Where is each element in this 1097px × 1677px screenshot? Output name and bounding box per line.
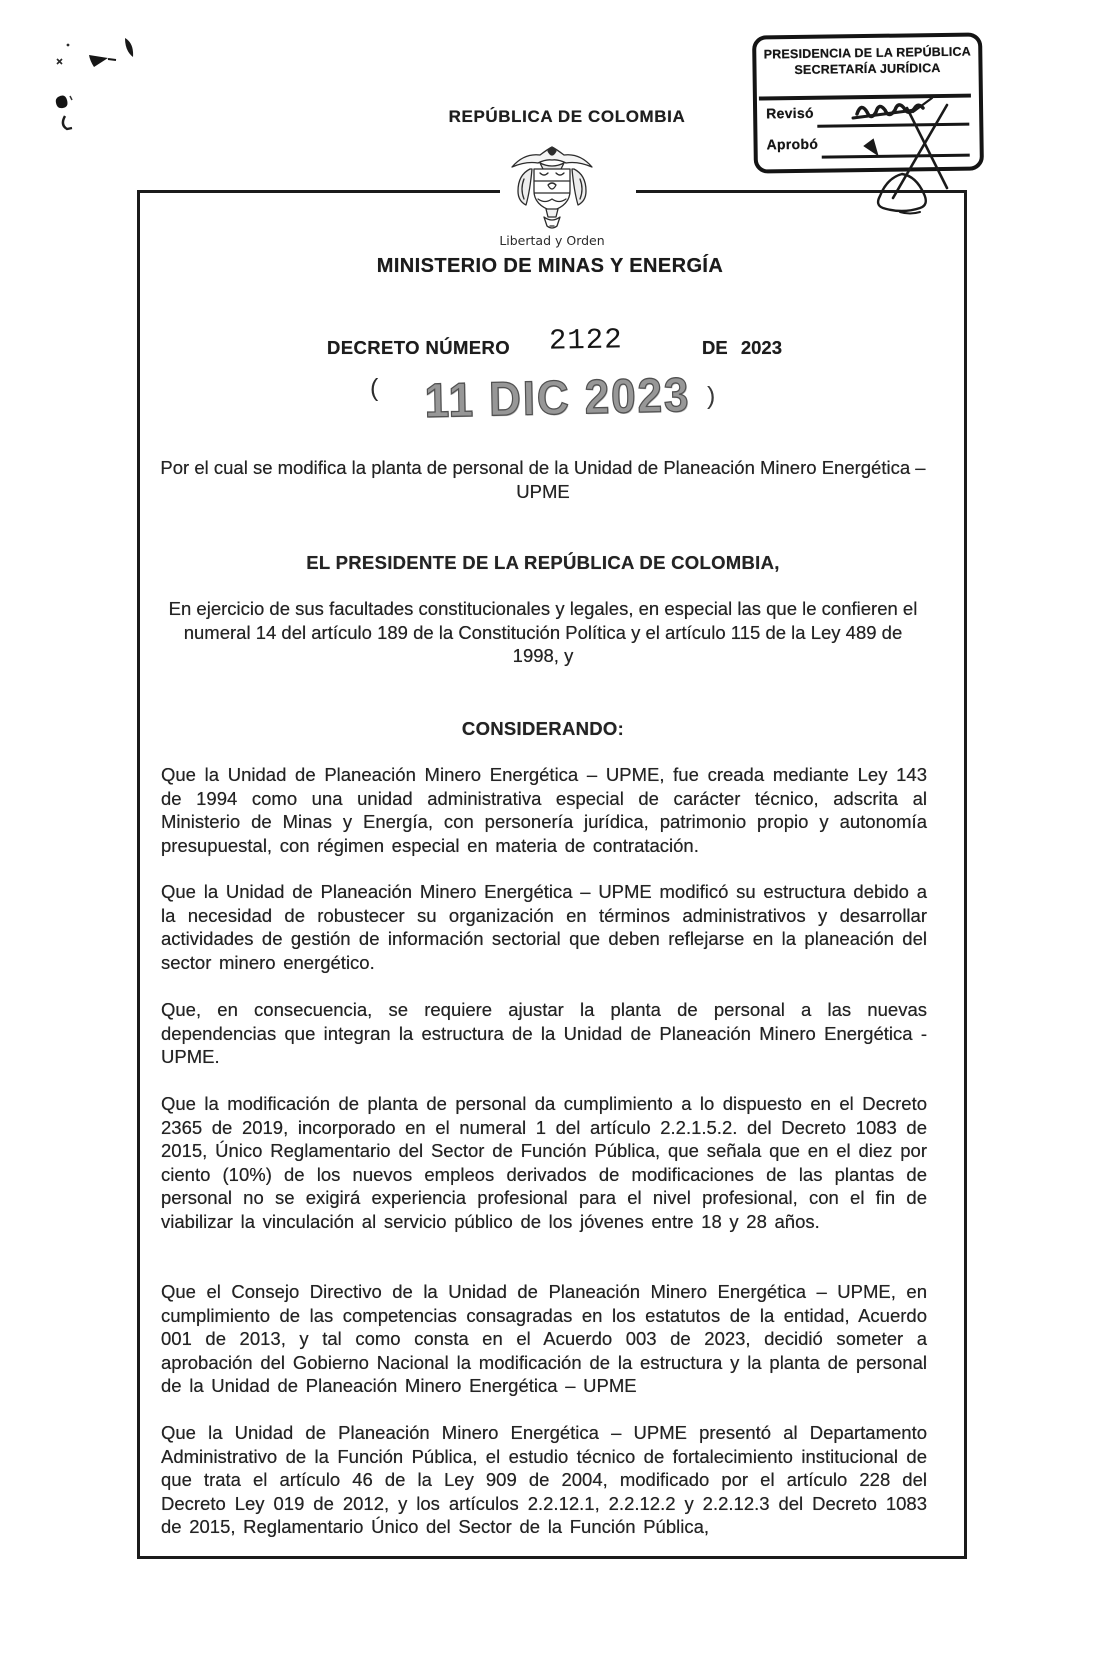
stamp-approved-label: Aprobó [766,135,819,153]
date-open-paren: ( [370,374,379,402]
recital-paragraph: Que la Unidad de Planeación Minero Energética – UPME, fue creada mediante Ley 143 de 1994 como una unidad administrativa especial de carácter técnico, adscrita al Ministerio de Minas y Energía, con personería jurídica, patrimonio propio y autonomía presupuestal, con régimen especial en materia de contratación. [161,764,927,856]
recital-paragraph: Que la Unidad de Planeación Minero Energética – UPME presentó al Departamento Administrativo de la Función Pública, el estudio técnico de fortalecimiento institucional de que trata el artículo 46 de la Ley 909 de 2004, modificado por el artículo 228 del Decreto Ley 019 de 2012, y los artículos 2.2.12.1, 2.2.12.2 y 2.2.12.3 del Decreto 1083 de 2015, Reglamentario Único del Sector de la Función Pública, [161,1422,927,1537]
recital-paragraph: Que la modificación de planta de personal da cumplimiento a lo dispuesto en el Decreto 2365 de 2019, incorporado en el numeral 1 del artículo 2.2.1.5.2. del Decreto 1083 de 2015, Único Reglamentario del Sector de Función Pública, que señala que en el diez por ciento (10%) de los nuevos empleos derivados de modificaciones de las plantas de personal no se exigirá experiencia profesional para el nivel profesional, con el fin de viabilizar la vinculación al servicio público de los jóvenes entre 18 y 28 años. [161,1093,927,1232]
stamp-entity-line1: PRESIDENCIA DE LA REPÚBLICA [763,44,972,62]
authority-paragraph: En ejercicio de sus facultades constitucionales y legales, en especial las que le confieren el numeral 14 del artículo 189 de la Constitución Política y el artículo 115 de la Ley 489 de 1998, y [168,598,918,666]
issuer-heading: EL PRESIDENTE DE LA REPÚBLICA DE COLOMBIA, [306,552,780,573]
stamp-reviewed-label: Revisó [766,104,814,122]
decree-number-label: DECRETO NÚMERO [327,337,511,358]
decree-year: DE 2023 [702,337,782,358]
stamp-entity-line2: SECRETARÍA JURÍDICA [794,60,941,78]
date-close-paren: ) [707,382,716,410]
ministry-title: MINISTERIO DE MINAS Y ENERGÍA [376,255,724,277]
decree-subject: Por el cual se modifica la planta de personal de la Unidad de Planeación Minero Energética – UPME [160,457,926,502]
recital-paragraph: Que la Unidad de Planeación Minero Energética – UPME modificó su estructura debido a la necesidad de robustecer su organización en términos administrativos y desarrollar actividades de gestión de información sectorial que deben reflejarse en la planeación del sector minero energético. [161,881,927,973]
decree-number-value: 2122 [548,323,623,358]
ink-smudge-icon [45,28,145,138]
signature-scribble-icon [795,80,995,230]
coat-of-arms-icon [506,143,598,237]
coat-of-arms-motto: Libertad y Orden [499,233,605,248]
recital-paragraph: Que, en consecuencia, se requiere ajustar la planta de personal a las nuevas dependencias que integran la estructura de la Unidad de Planeación Minero Energética - UPME. [161,999,927,1067]
recital-paragraph: Que el Consejo Directivo de la Unidad de Planeación Minero Energética – UPME, en cumplimiento de las competencias consagradas en los estatutos de la entidad, Acuerdo 001 de 2013, y tal como consta en el Acuerdo 003 de 2023, decidió someter a aprobación del Gobierno Nacional la modificación de la estructura y la planta de personal de la Unidad de Planeación Minero Energética – UPME [161,1281,927,1396]
republic-header: REPÚBLICA DE COLOMBIA [448,107,686,126]
considering-heading: CONSIDERANDO: [461,718,625,739]
date-stamp: 11 DIC 2023 [424,368,691,428]
